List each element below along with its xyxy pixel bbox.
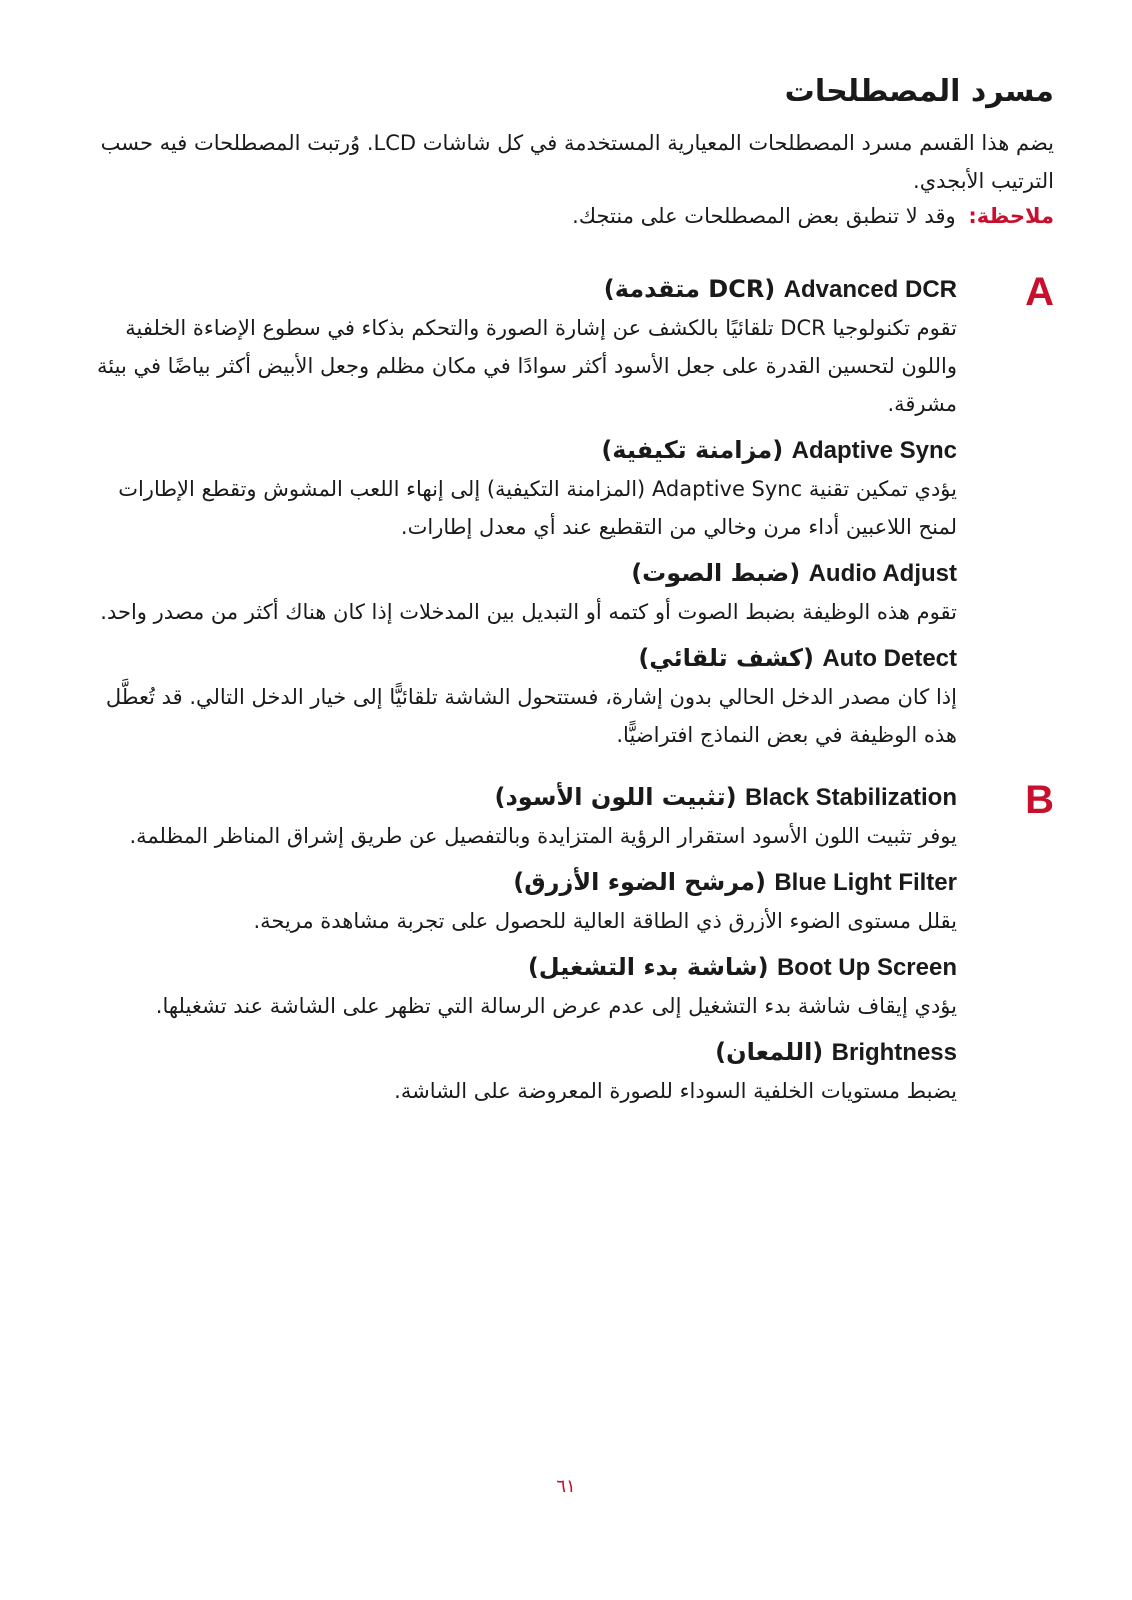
group-letter: A <box>1025 270 1054 314</box>
glossary-entry-boot-up-screen <box>78 948 957 1025</box>
entry-term-en: Boot Up Screen <box>776 954 957 981</box>
entry-term-ar: (اللمعان) <box>715 1038 824 1066</box>
entry-description: يوفر تثبيت اللون الأسود استقرار الرؤية المتزايدة وبالتفصيل عن طريق إشراق المناظر المظلمة. <box>129 824 957 848</box>
entry-description: يضبط مستويات الخلفية السوداء للصورة المعروضة على الشاشة. <box>394 1079 957 1103</box>
note-text: وقد لا تنطبق بعض المصطلحات على منتجك. <box>572 204 956 228</box>
entry-term-ar: (شاشة بدء التشغيل) <box>527 953 769 981</box>
entry-description: إذا كان مصدر الدخل الحالي بدون إشارة، فستتحول الشاشة تلقائيًّا إلى خيار الدخل التالي. قد تُعطَّل هذه الوظيفة في بعض النماذج افتراضيًّا. <box>105 685 957 747</box>
intro-paragraph: يضم هذا القسم مسرد المصطلحات المعيارية المستخدمة في كل شاشات LCD. وُرتبت المصطلحات فيه حسب الترتيب الأبجدي. <box>100 131 1054 193</box>
entry-heading <box>78 948 957 987</box>
entry-term-ar: (مرشح الضوء الأزرق) <box>513 868 766 896</box>
entry-description: تقوم هذه الوظيفة بضبط الصوت أو كتمه أو التبديل بين المدخلات إذا كان هناك أكثر من مصدر واحد. <box>100 600 957 624</box>
entry-term-en: Blue Light Filter <box>774 869 957 896</box>
entry-term-ar: (DCR متقدمة) <box>603 275 776 303</box>
entry-term-en: Auto Detect <box>822 645 957 672</box>
entry-heading <box>78 639 957 678</box>
entry-term-en: Adaptive Sync <box>791 437 957 464</box>
glossary-entry-auto-detect <box>78 639 957 754</box>
entry-heading <box>78 778 957 817</box>
entry-term-ar: (تثبيت اللون الأسود) <box>494 783 737 811</box>
glossary-entry-advanced-dcr <box>78 270 957 423</box>
page-title: مسرد المصطلحات <box>784 74 1054 109</box>
page-number: ٦١ <box>556 1476 576 1497</box>
entry-description: يقلل مستوى الضوء الأزرق ذي الطاقة العالية للحصول على تجربة مشاهدة مريحة. <box>253 909 957 933</box>
note-paragraph <box>78 198 1054 234</box>
entry-term-en: Advanced DCR <box>783 276 957 303</box>
entry-heading <box>78 431 957 470</box>
entry-heading <box>78 270 957 309</box>
entry-term-en: Black Stabilization <box>744 784 957 811</box>
entry-term-ar: (كشف تلقائي) <box>638 644 814 672</box>
entry-term-ar: (مزامنة تكيفية) <box>601 436 784 464</box>
entry-heading <box>78 863 957 902</box>
glossary-entry-black-stabilization <box>78 778 957 855</box>
entry-term-ar: (ضبط الصوت) <box>631 559 801 587</box>
entry-heading <box>78 1033 957 1072</box>
entry-term-en: Audio Adjust <box>808 560 957 587</box>
group-entries <box>78 778 957 1118</box>
entry-term-en: Brightness <box>831 1039 957 1066</box>
entry-description: يؤدي إيقاف شاشة بدء التشغيل إلى عدم عرض الرسالة التي تظهر على الشاشة عند تشغيلها. <box>155 994 957 1018</box>
note-label: ملاحظة: <box>968 204 1054 228</box>
group-entries <box>78 270 957 762</box>
glossary-entry-audio-adjust <box>78 554 957 631</box>
glossary-entry-adaptive-sync <box>78 431 957 546</box>
entry-description: تقوم تكنولوجيا DCR تلقائيًا بالكشف عن إشارة الصورة والتحكم بذكاء في سطوع الإضاءة الخلفية واللون لتحسين القدرة على جعل الأسود أكثر سوادًا في مكان مظلم وجعل الأبيض أكثر بياضًا في بيئة مشرقة. <box>97 316 957 416</box>
glossary-entry-blue-light-filter <box>78 863 957 940</box>
glossary-entry-brightness <box>78 1033 957 1110</box>
group-letter: B <box>1025 778 1054 822</box>
entry-description: يؤدي تمكين تقنية Adaptive Sync (المزامنة التكيفية) إلى إنهاء اللعب المشوش وتقطع الإطارات لمنح اللاعبين أداء مرن وخالي من التقطيع عند أي معدل إطارات. <box>118 477 957 539</box>
entry-heading <box>78 554 957 593</box>
